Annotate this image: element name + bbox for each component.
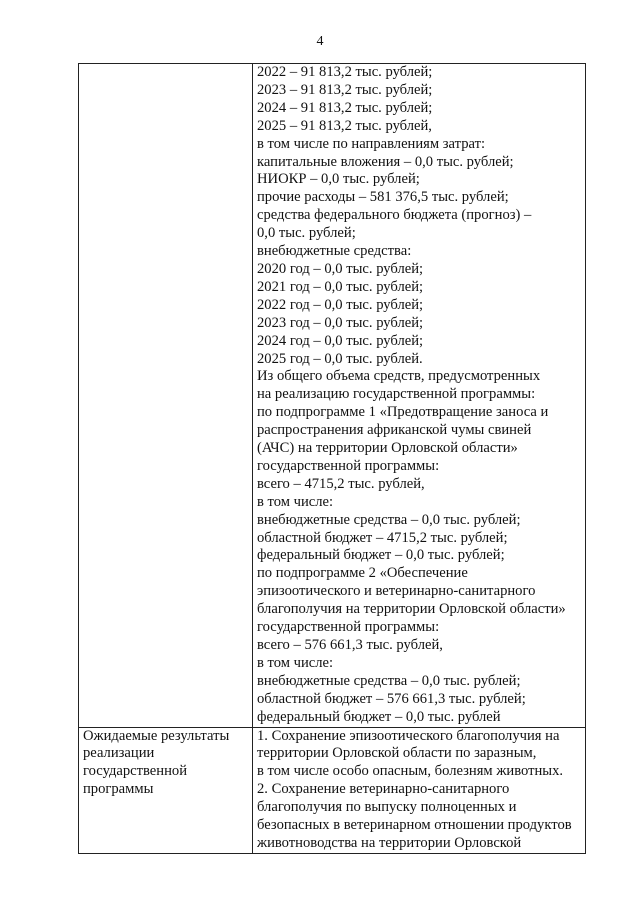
row2-right-cell (253, 727, 586, 853)
text-line: по подпрограмме 2 «Обеспечение (257, 565, 468, 582)
text-line: внебюджетные средства: (257, 243, 412, 260)
text-line: в том числе по направлениям затрат: (257, 135, 486, 152)
text-line: государственной программы: (257, 619, 440, 636)
text-line: государственной программы: (257, 457, 440, 474)
text-line: всего – 4715,2 тыс. рублей, (257, 475, 425, 492)
row1-left-cell (79, 64, 253, 728)
text-line: реализации (83, 745, 155, 762)
text-line: 1. Сохранение эпизоотического благополучия на (257, 727, 560, 744)
text-line: 2024 – 91 813,2 тыс. рублей; (257, 99, 433, 116)
text-line: в том числе особо опасным, болезням животных. (257, 763, 564, 780)
text-line: в том числе: (257, 493, 334, 510)
row2-left-cell (79, 727, 253, 853)
text-line: областной бюджет – 576 661,3 тыс. рублей; (257, 690, 526, 707)
table-row-expected-results (79, 727, 586, 853)
text-line: средства федерального бюджета (прогноз) – (257, 207, 532, 224)
text-line: 2020 год – 0,0 тыс. рублей; (257, 260, 424, 277)
text-line: 2025 – 91 813,2 тыс. рублей, (257, 117, 432, 134)
text-line: всего – 576 661,3 тыс. рублей, (257, 637, 443, 653)
text-line: благополучия на территории Орловской области» (257, 601, 566, 618)
text-line: 2022 – 91 813,2 тыс. рублей; (257, 64, 433, 80)
text-line: 2025 год – 0,0 тыс. рублей. (257, 350, 423, 367)
text-line: федеральный бюджет – 0,0 тыс. рублей; (257, 547, 505, 564)
text-line: 2023 год – 0,0 тыс. рублей; (257, 314, 424, 331)
text-line: Ожидаемые результаты (83, 727, 230, 744)
text-line: в том числе: (257, 654, 334, 671)
text-line: прочие расходы – 581 376,5 тыс. рублей; (257, 189, 509, 206)
text-line: программы (83, 781, 154, 798)
text-line: внебюджетные средства – 0,0 тыс. рублей; (257, 511, 521, 528)
text-line: 2022 год – 0,0 тыс. рублей; (257, 296, 424, 313)
text-line: 2023 – 91 813,2 тыс. рублей; (257, 81, 433, 98)
text-line: внебюджетные средства – 0,0 тыс. рублей; (257, 672, 521, 689)
text-line: на реализацию государственной программы: (257, 386, 536, 403)
text-line: по подпрограмме 1 «Предотвращение заноса и (257, 404, 549, 421)
row1-right-cell (253, 64, 586, 728)
text-line: (АЧС) на территории Орловской области» (257, 440, 518, 457)
text-line: территории Орловской области по заразным, (257, 745, 537, 762)
text-line: распространения африканской чумы свиней (257, 422, 532, 439)
text-line: эпизоотического и ветеринарно-санитарного (257, 583, 536, 600)
text-line: животноводства на территории Орловской (257, 834, 522, 851)
text-line: областной бюджет – 4715,2 тыс. рублей; (257, 529, 508, 546)
table-row-financing (79, 64, 586, 728)
text-line: 0,0 тыс. рублей; (257, 225, 356, 242)
text-line: капитальные вложения – 0,0 тыс. рублей; (257, 153, 514, 170)
text-line: благополучия по выпуску полноценных и (257, 799, 517, 816)
text-line: 2. Сохранение ветеринарно-санитарного (257, 781, 510, 798)
passport-table (78, 63, 586, 854)
text-line: НИОКР – 0,0 тыс. рублей; (257, 171, 420, 188)
text-line: государственной (83, 763, 188, 780)
text-line: 2024 год – 0,0 тыс. рублей; (257, 332, 424, 349)
text-line: федеральный бюджет – 0,0 тыс. рублей (257, 708, 501, 725)
text-line: 2021 год – 0,0 тыс. рублей; (257, 278, 424, 295)
text-line: безопасных в ветеринарном отношении продуктов (257, 817, 572, 834)
page-number: 4 (316, 34, 324, 49)
text-line: Из общего объема средств, предусмотренных (257, 368, 541, 385)
